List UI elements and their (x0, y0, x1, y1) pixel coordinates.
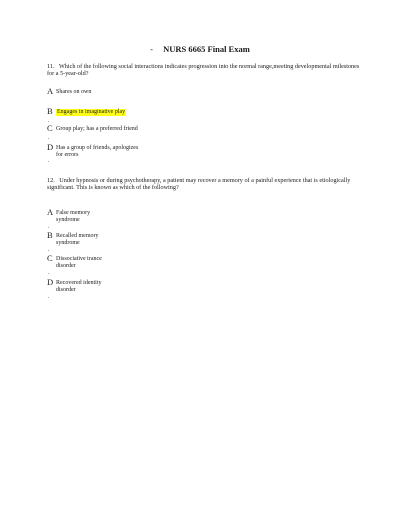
option-letter: D (47, 277, 54, 287)
question-number: 11. (47, 63, 55, 70)
option-text: Recalled memory syndrome (56, 233, 99, 246)
option-dot: . (48, 270, 50, 276)
question-number: 12. (47, 177, 55, 184)
option-text: Dissociative trance disorder (56, 256, 102, 269)
option-dot: . (48, 158, 50, 164)
option-dot: . (48, 294, 50, 300)
option-dot: . (48, 224, 50, 230)
option-text: False memory syndrome (56, 210, 91, 223)
question-12 (47, 177, 367, 192)
option-letter: D (47, 142, 54, 152)
option-text: Group play; has a preferred friend (56, 126, 138, 132)
option-dot: . (48, 247, 50, 253)
page-title: NURS 6665 Final Exam (163, 44, 250, 54)
option-text-highlighted: Engages in imaginative play (57, 109, 126, 115)
option-dot: . (48, 135, 50, 141)
question-text: Which of the following social interactions indicates progression into the normal range,meeting developmental milestones for a 5-year-old? (47, 63, 360, 78)
question-11 (47, 63, 367, 78)
option-letter: C (47, 123, 53, 133)
option-text: Shares on own (56, 89, 92, 95)
option-letter: C (47, 253, 53, 263)
option-letter: A (47, 86, 54, 96)
question-text: Under hypnosis or during psychotherapy, a patient may recover a memory of a painful experience that is etiologically significant. This is known as which of the following? (47, 177, 351, 192)
option-letter: A (47, 207, 54, 217)
option-text: Has a group of friends, apologizes for errors (56, 145, 139, 158)
option-text: Recovered identity disorder (56, 280, 102, 293)
option-dot: . (48, 118, 50, 124)
option-letter: B (47, 106, 53, 116)
option-letter: B (47, 230, 53, 240)
page-header (0, 44, 400, 54)
header-bullet: - (150, 44, 154, 54)
